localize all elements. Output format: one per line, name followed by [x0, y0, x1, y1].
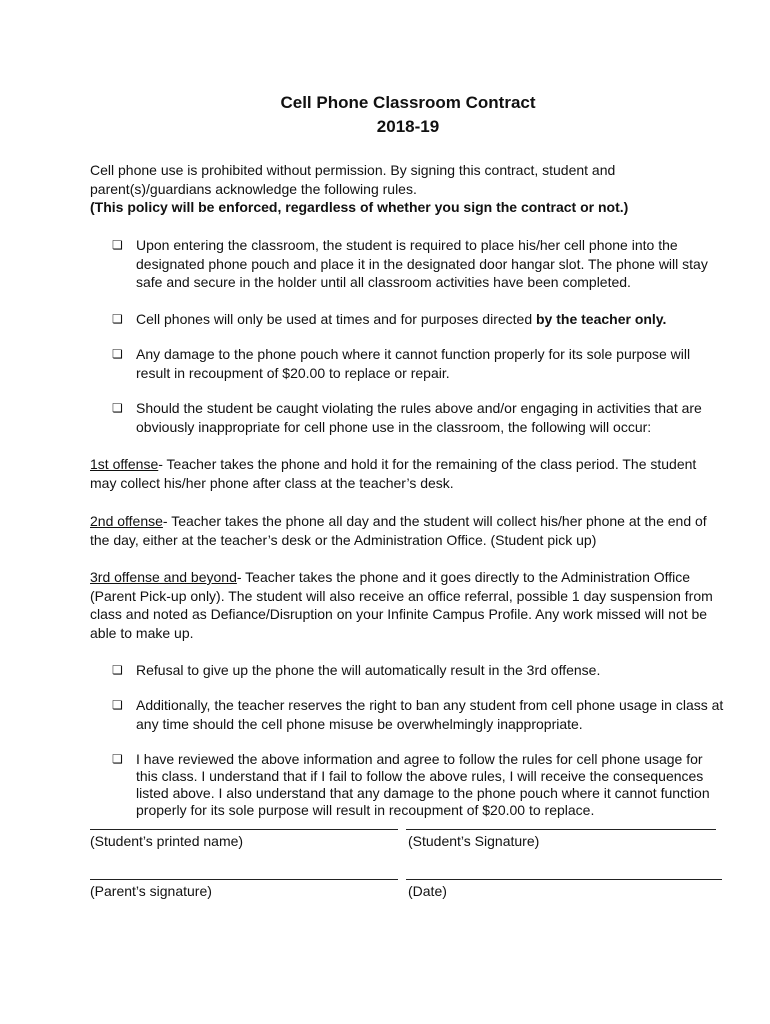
student-signature-line[interactable] [406, 829, 716, 830]
first-offense-paragraph [90, 455, 726, 492]
second-offense-text: - Teacher takes the phone all day and the student will collect his/her phone at the end of the day, either at the teacher’s desk or the Administration Office. (Student pick up) [90, 513, 707, 548]
rule-text-1: Upon entering the classroom, the student is required to place his/her cell phone into the designated phone pouch and place it in the designated door hangar slot. The phone will stay safe and secure in the holder until all classroom activities have been completed. [136, 237, 708, 290]
checkbox-icon: ❏ [112, 238, 123, 252]
checkbox-icon: ❏ [112, 698, 123, 712]
third-offense-paragraph [90, 568, 726, 642]
date-line[interactable] [406, 879, 722, 880]
checkbox-icon: ❏ [112, 401, 123, 415]
student-signature-label: (Student’s Signature) [408, 833, 540, 849]
policy-notice: (This policy will be enforced, regardless of whether you sign the contract or not.) [90, 199, 629, 215]
rule-text-7: I have reviewed the above information and agree to follow the rules for cell phone usage for this class. I understand that if I fail to follow the above rules, I will receive the consequences listed above. I also understand that any damage to the phone pouch where it cannot function properly for its sole purpose will result in recoupment of $20.00 to replace. [136, 751, 710, 818]
rule-text-5: Refusal to give up the phone the will automatically result in the 3rd offense. [136, 662, 601, 678]
second-offense-paragraph [90, 512, 726, 549]
document-title: Cell Phone Classroom Contract [280, 93, 536, 112]
checkbox-icon: ❏ [112, 663, 123, 677]
date-label: (Date) [408, 883, 447, 899]
student-name-line[interactable] [90, 829, 398, 830]
rule-text-6: Additionally, the teacher reserves the right to ban any student from cell phone usage in class at any time should the cell phone misuse be overwhelmingly inappropriate. [136, 697, 724, 732]
rule-item-2 [112, 310, 724, 329]
checkbox-icon: ❏ [112, 312, 123, 326]
parent-signature-line[interactable] [90, 879, 398, 880]
first-offense-text: - Teacher takes the phone and hold it for the remaining of the class period. The student may collect his/her phone after class at the teacher’s desk. [90, 456, 697, 491]
third-offense-text: - Teacher takes the phone and it goes directly to the Administration Office (Parent Pick-up only). The student will also receive an office referral, possible 1 day suspension from class and noted as Defiance/Disruption on your Infinite Campus Profile. Any work missed will not be able to make up. [90, 569, 713, 641]
document-year: 2018-19 [376, 117, 440, 136]
second-offense-label: 2nd offense [90, 513, 163, 529]
intro-paragraph [90, 161, 730, 217]
rule-item-7 [112, 751, 724, 819]
intro-line-2: parent(s)/guardians acknowledge the following rules. [90, 180, 417, 197]
checkbox-icon: ❏ [112, 752, 123, 766]
checkbox-icon: ❏ [112, 347, 123, 361]
student-name-label: (Student’s printed name) [90, 833, 244, 849]
rule-item-5 [112, 661, 724, 680]
rule-text-3: Any damage to the phone pouch where it cannot function properly for its sole purpose will result in recoupment of $20.00 to replace or repair. [136, 346, 691, 381]
rule-item-3 [112, 345, 724, 382]
third-offense-label: 3rd offense and beyond [90, 569, 237, 585]
rule-item-1 [112, 236, 724, 292]
rule-text-2: Cell phones will only be used at times and for purposes directed [136, 311, 536, 327]
rule-text-2-emphasis: by the teacher only. [536, 311, 667, 327]
intro-line-1: Cell phone use is prohibited without permission. By signing this contract, student and [90, 162, 616, 178]
rule-item-6 [112, 696, 724, 733]
rule-text-4: Should the student be caught violating the rules above and/or engaging in activities that are obviously inappropriate for cell phone use in the classroom, the following will occur: [136, 400, 702, 435]
rule-item-4 [112, 399, 724, 436]
parent-signature-label: (Parent’s signature) [90, 883, 212, 899]
first-offense-label: 1st offense [90, 456, 159, 472]
